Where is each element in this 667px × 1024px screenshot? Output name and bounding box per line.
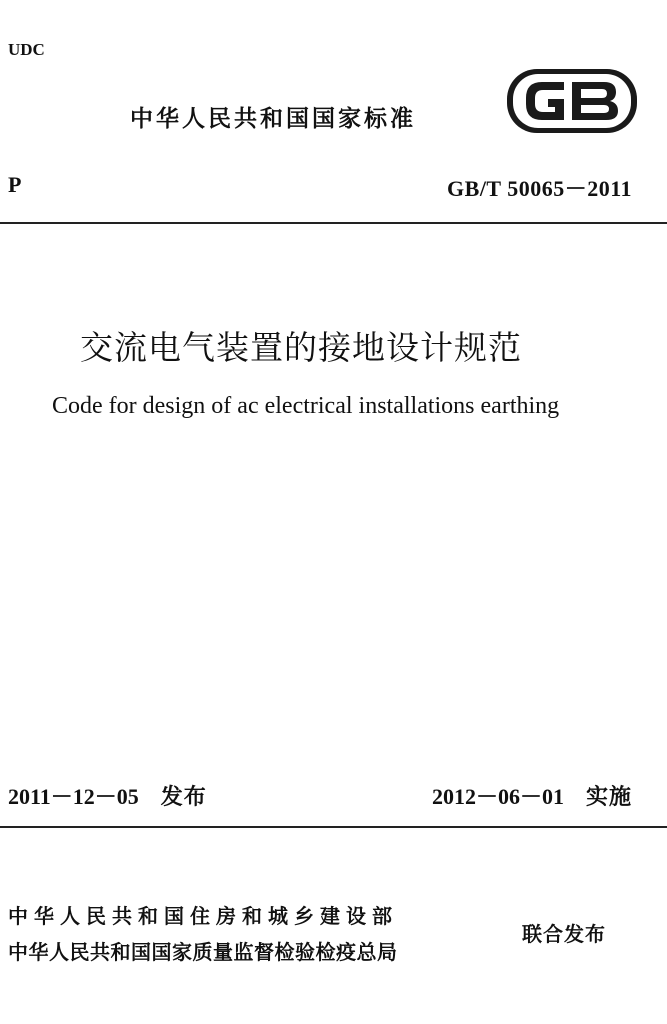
issue-date-line	[8, 780, 207, 811]
bottom-divider	[0, 826, 667, 828]
title-english: Code for design of ac electrical installations earthing	[52, 393, 560, 419]
joint-issue-label: 联合发布	[522, 922, 606, 946]
gb-logo	[506, 68, 638, 134]
standard-number: GB/T 50065－2011	[447, 176, 632, 201]
implementation-date: 2012－06－01	[431, 784, 564, 809]
implementation-label: 实施	[585, 785, 632, 810]
issuer-ministry: 中华人民共和国住房和城乡建设部	[8, 904, 398, 928]
top-divider	[0, 222, 667, 224]
classification-code: P	[8, 172, 22, 197]
issue-date: 2011－12－05	[8, 784, 139, 809]
implementation-date-line	[432, 780, 632, 811]
standard-type-heading: 中华人民共和国国家标准	[130, 106, 416, 132]
title-chinese: 交流电气装置的接地设计规范	[80, 331, 522, 367]
udc-label: UDC	[8, 40, 45, 59]
issuer-administration: 中华人民共和国国家质量监督检验检疫总局	[8, 940, 398, 964]
issue-label: 发布	[160, 785, 207, 810]
